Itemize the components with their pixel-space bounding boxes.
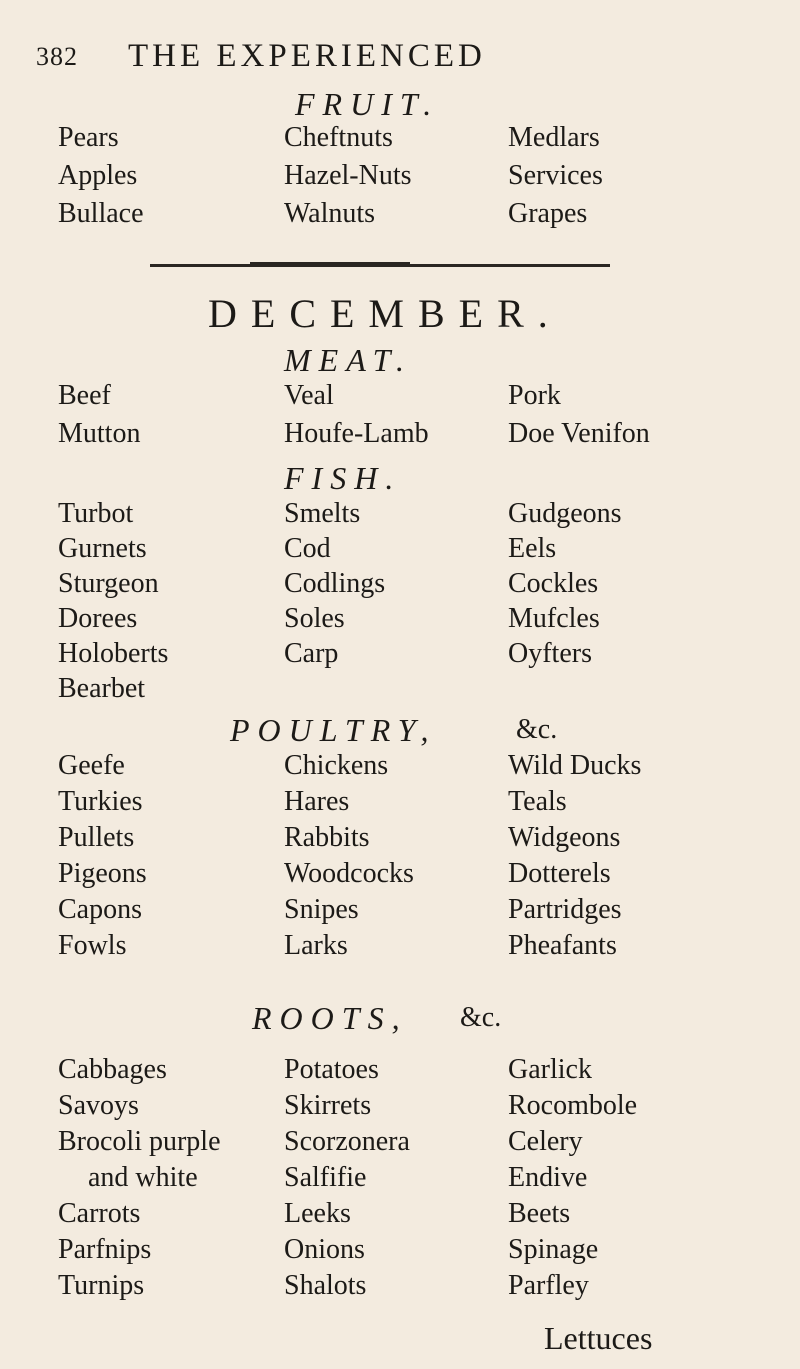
table-row	[0, 750, 800, 786]
meat-heading: MEAT.	[284, 342, 412, 378]
meat-cell: Veal	[284, 380, 334, 411]
table-row	[0, 930, 800, 966]
fish-cell: Carp	[284, 638, 339, 669]
fish-cell: Holoberts	[58, 638, 169, 669]
fish-cell: Mufcles	[508, 603, 600, 634]
roots-cell: Cabbages	[58, 1054, 167, 1085]
meat-cell: Mutton	[58, 418, 141, 449]
table-row	[0, 1234, 800, 1270]
roots-cell: Parfley	[508, 1270, 589, 1301]
poultry-cell: Partridges	[508, 894, 622, 925]
table-row	[0, 198, 800, 234]
poultry-cell: Widgeons	[508, 822, 621, 853]
roots-heading: ROOTS,	[252, 1000, 408, 1036]
table-row	[0, 673, 800, 709]
fruit-cell: Grapes	[508, 198, 588, 229]
poultry-cell: Pheafants	[508, 930, 617, 961]
table-row	[0, 638, 800, 674]
poultry-cell: Fowls	[58, 930, 127, 961]
roots-cell: Celery	[508, 1126, 583, 1157]
poultry-cell: Snipes	[284, 894, 359, 925]
table-row	[0, 822, 800, 858]
fruit-cell: Walnuts	[284, 198, 376, 229]
fruit-cell: Cheftnuts	[284, 122, 393, 153]
fruit-cell: Services	[508, 160, 603, 191]
table-row	[0, 418, 800, 454]
poultry-cell: Turkies	[58, 786, 143, 817]
roots-cell: Turnips	[58, 1270, 145, 1301]
page-number: 382	[36, 42, 78, 71]
roots-cell: Skirrets	[284, 1090, 372, 1121]
fish-cell: Gurnets	[58, 533, 147, 564]
table-row	[0, 603, 800, 639]
poultry-cell: Dotterels	[508, 858, 611, 889]
table-row	[0, 1198, 800, 1234]
roots-cell: Endive	[508, 1162, 588, 1193]
fish-cell: Soles	[284, 603, 345, 634]
table-row	[0, 533, 800, 569]
fish-cell: Eels	[508, 533, 557, 564]
roots-cell: Brocoli purple	[58, 1126, 221, 1157]
poultry-cell: Hares	[284, 786, 350, 817]
roots-cell: Shalots	[284, 1270, 367, 1301]
fish-cell: Sturgeon	[58, 568, 159, 599]
roots-cell: Rocombole	[508, 1090, 638, 1121]
roots-cell: Garlick	[508, 1054, 592, 1085]
poultry-cell: Pullets	[58, 822, 135, 853]
poultry-heading: POULTRY,	[230, 712, 437, 748]
month-heading: DECEMBER.	[208, 291, 562, 336]
roots-cell: Onions	[284, 1234, 365, 1265]
fruit-cell: Medlars	[508, 122, 600, 153]
roots-cell: Salfifie	[284, 1162, 367, 1193]
poultry-cell: Pigeons	[58, 858, 147, 889]
roots-cell: Savoys	[58, 1090, 139, 1121]
fish-cell: Gudgeons	[508, 498, 622, 529]
fish-cell: Smelts	[284, 498, 361, 529]
roots-cell: Leeks	[284, 1198, 351, 1229]
catchword: Lettuces	[544, 1320, 653, 1356]
fish-heading: FISH.	[284, 460, 402, 496]
table-row	[0, 568, 800, 604]
fish-cell: Cod	[284, 533, 331, 564]
fruit-cell: Pears	[58, 122, 119, 153]
table-row	[0, 1054, 800, 1090]
poultry-cell: Chickens	[284, 750, 389, 781]
poultry-heading-suffix: &c.	[516, 714, 558, 745]
fish-cell: Turbot	[58, 498, 134, 529]
table-row	[0, 786, 800, 822]
table-row	[0, 160, 800, 196]
poultry-cell: Larks	[284, 930, 348, 961]
fruit-cell: Hazel-Nuts	[284, 160, 412, 191]
page-header	[36, 38, 756, 78]
table-row	[0, 1090, 800, 1126]
fish-cell: Bearbet	[58, 673, 146, 704]
roots-cell: Carrots	[58, 1198, 141, 1229]
table-row	[0, 1270, 800, 1306]
fruit-cell: Bullace	[58, 198, 144, 229]
poultry-cell: Woodcocks	[284, 858, 414, 889]
fish-cell: Oyfters	[508, 638, 592, 669]
roots-cell: Beets	[508, 1198, 571, 1229]
roots-heading-suffix: &c.	[460, 1002, 502, 1033]
table-row	[0, 1162, 800, 1198]
poultry-cell: Wild Ducks	[508, 750, 642, 781]
roots-cell: Parfnips	[58, 1234, 152, 1265]
roots-cell: Potatoes	[284, 1054, 379, 1085]
poultry-cell: Capons	[58, 894, 142, 925]
fish-cell: Dorees	[58, 603, 138, 634]
meat-cell: Beef	[58, 380, 111, 411]
table-row	[0, 894, 800, 930]
fish-cell: Cockles	[508, 568, 599, 599]
roots-cell: and white	[88, 1162, 198, 1193]
fruit-cell: Apples	[58, 160, 138, 191]
poultry-cell: Geefe	[58, 750, 125, 781]
roots-cell: Spinage	[508, 1234, 599, 1265]
meat-cell: Pork	[508, 380, 561, 411]
fish-cell: Codlings	[284, 568, 386, 599]
poultry-cell: Rabbits	[284, 822, 370, 853]
table-row	[0, 1126, 800, 1162]
fruit-heading: FRUIT.	[295, 86, 440, 122]
table-row	[0, 380, 800, 416]
poultry-cell: Teals	[508, 786, 567, 817]
table-row	[0, 858, 800, 894]
meat-cell: Doe Venifon	[508, 418, 650, 449]
section-rule-thick	[250, 262, 410, 267]
table-row	[0, 498, 800, 534]
roots-cell: Scorzonera	[284, 1126, 410, 1157]
meat-cell: Houfe-Lamb	[284, 418, 429, 449]
table-row	[0, 122, 800, 158]
running-title: THE EXPERIENCED	[128, 38, 486, 74]
